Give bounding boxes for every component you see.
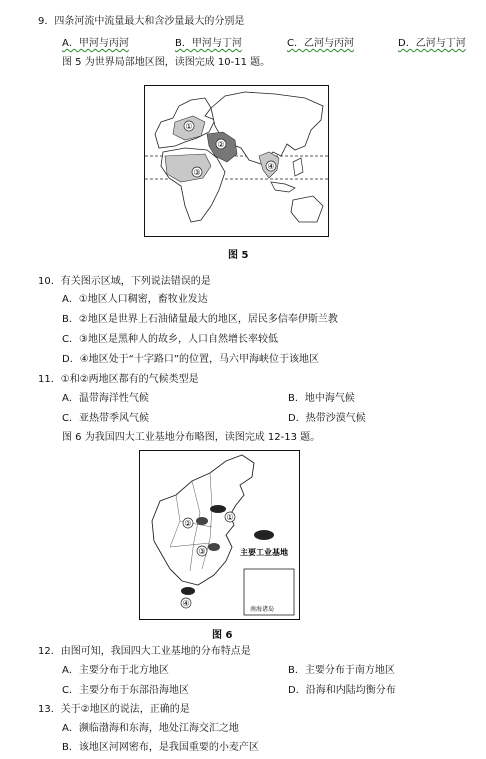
- q13-option-a[interactable]: A．濒临渤海和东海，地处江海交汇之地: [62, 723, 239, 734]
- map-label-4: ④: [182, 599, 190, 608]
- inset-label: 南海诸岛: [250, 606, 275, 613]
- industrial-base-3: [208, 543, 220, 551]
- q12-option-b[interactable]: B．主要分布于南方地区: [288, 665, 395, 676]
- q12-stem: 12．由图可知，我国四大工业基地的分布特点是: [38, 646, 251, 657]
- q10-stem: 10．有关图示区域，下列说法错误的是: [38, 276, 211, 287]
- q9-option-c[interactable]: C．乙河与丙河: [287, 38, 354, 49]
- q12-option-c[interactable]: C．主要分布于东部沿海地区: [62, 685, 189, 696]
- q12-option-d[interactable]: D．沿海和内陆均衡分布: [288, 685, 396, 696]
- q11-option-c[interactable]: C．亚热带季风气候: [62, 413, 149, 424]
- world-map-svg: [145, 86, 328, 236]
- fig5-intro: 图 5 为世界局部地区图，读图完成 10-11 题。: [62, 57, 271, 68]
- q10-option-c[interactable]: C．③地区是黑种人的故乡，人口自然增长率较低: [62, 334, 278, 345]
- map-label-3: ③: [193, 168, 201, 177]
- q13-stem: 13．关于②地区的说法，正确的是: [38, 704, 190, 715]
- map-label-2: ②: [184, 519, 192, 528]
- map-label-4: ④: [267, 162, 275, 171]
- q10-option-b[interactable]: B．②地区是世界上石油储量最大的地区，居民多信奉伊斯兰教: [62, 314, 338, 325]
- fig6-intro: 图 6 为我国四大工业基地分布略图，读图完成 12-13 题。: [62, 432, 321, 443]
- industrial-base-4: [181, 587, 195, 595]
- world-map-figure: [144, 85, 329, 237]
- legend-symbol: [254, 530, 274, 540]
- q9-stem: 9．四条河流中流量最大和含沙量最大的分别是: [38, 16, 245, 27]
- fig5-caption: 图 5: [228, 250, 249, 261]
- q9-option-d[interactable]: D．乙河与丁河: [398, 38, 466, 49]
- q11-stem: 11．①和②两地区都有的气候类型是: [38, 374, 199, 385]
- island-landmass: [293, 158, 303, 176]
- map-label-3: ③: [198, 547, 206, 556]
- legend-label: 主要工业基地: [240, 548, 288, 557]
- industrial-base-2: [196, 517, 208, 525]
- fig6-caption: 图 6: [212, 630, 233, 641]
- q12-option-a[interactable]: A．主要分布于北方地区: [62, 665, 169, 676]
- q9-option-a[interactable]: A．甲河与丙河: [62, 38, 129, 49]
- q11-option-a[interactable]: A．温带海洋性气候: [62, 393, 149, 404]
- q13-option-b[interactable]: B．该地区河网密布，是我国重要的小麦产区: [62, 742, 259, 753]
- australia-landmass: [291, 196, 323, 222]
- map-label-2: ②: [217, 140, 225, 149]
- industrial-base-1: [210, 505, 226, 513]
- q11-option-b[interactable]: B．地中海气候: [288, 393, 355, 404]
- island-landmass: [271, 182, 295, 192]
- q9-option-b[interactable]: B．甲河与丁河: [175, 38, 242, 49]
- china-map-svg: [140, 451, 299, 619]
- q10-option-a[interactable]: A．①地区人口稠密，畜牧业发达: [62, 294, 208, 305]
- map-label-1: ①: [226, 513, 234, 522]
- map-label-1: ①: [185, 122, 193, 131]
- q11-option-d[interactable]: D．热带沙漠气候: [288, 413, 366, 424]
- q10-option-d[interactable]: D．④地区处于“十字路口”的位置，马六甲海峡位于该地区: [62, 354, 320, 365]
- china-map-figure: [139, 450, 300, 620]
